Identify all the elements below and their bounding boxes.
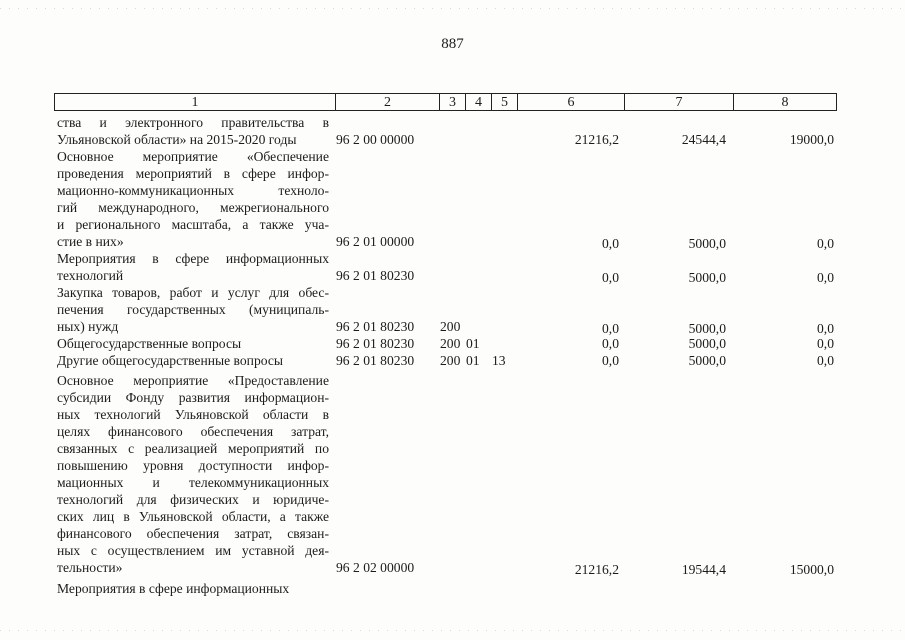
row-name bbox=[57, 250, 329, 284]
row-name bbox=[57, 580, 329, 597]
scan-artifact-top bbox=[0, 8, 905, 9]
row-value-8: 0,0 bbox=[817, 270, 834, 285]
row-value-6: 0,0 bbox=[602, 353, 619, 368]
row-name-line: и регионального масштаба, а также уча- bbox=[57, 217, 329, 232]
row-code: 96 2 00 00000 bbox=[336, 132, 415, 147]
row-name-line: технологий bbox=[57, 268, 124, 283]
row-name-line: тельности» bbox=[57, 560, 123, 575]
row-name-line: финансового обеспечения затрат, связан- bbox=[57, 526, 329, 541]
row-name-line: ства и электронного правительства в bbox=[57, 115, 329, 130]
row-name-line: ных технологий Ульяновской области в bbox=[57, 407, 329, 422]
row-value-7: 5000,0 bbox=[688, 236, 726, 251]
row-value-8: 15000,0 bbox=[789, 562, 834, 577]
row-name-line: Основное мероприятие «Обеспечение bbox=[57, 149, 329, 164]
row-name-line: мационно-коммуникационных техноло- bbox=[57, 183, 329, 198]
row-name-line: Ульяновской области» на 2015-2020 годы bbox=[57, 132, 297, 147]
row-code: 96 2 01 80230 bbox=[336, 319, 415, 334]
row-value-8: 0,0 bbox=[817, 353, 834, 368]
header-col-8: 8 bbox=[781, 95, 789, 110]
row-name bbox=[57, 372, 329, 576]
row-col-3: 200 bbox=[440, 353, 461, 368]
row-col-5: 13 bbox=[492, 353, 506, 368]
row-col-4: 01 bbox=[466, 353, 480, 368]
row-name bbox=[57, 284, 329, 335]
row-value-7: 5000,0 bbox=[688, 321, 726, 336]
row-name-line: Закупка товаров, работ и услуг для обес- bbox=[57, 285, 329, 300]
row-value-8: 0,0 bbox=[817, 321, 834, 336]
table-header bbox=[54, 93, 837, 111]
row-col-3: 200 bbox=[440, 336, 461, 351]
row-value-6: 0,0 bbox=[602, 336, 619, 351]
row-name-line: субсидии Фонду развития информацион- bbox=[57, 390, 329, 405]
row-value-6: 21216,2 bbox=[574, 132, 619, 147]
row-value-8: 0,0 bbox=[817, 336, 834, 351]
row-name bbox=[57, 352, 329, 369]
row-value-7: 5000,0 bbox=[688, 270, 726, 285]
row-value-8: 0,0 bbox=[817, 236, 834, 251]
header-col-3: 3 bbox=[440, 94, 466, 110]
row-name-line: Основное мероприятие «Предоставление bbox=[57, 373, 329, 388]
row-value-6: 21216,2 bbox=[574, 562, 619, 577]
scan-artifact-bottom bbox=[0, 630, 905, 631]
row-value-6: 0,0 bbox=[602, 321, 619, 336]
header-col-7: 7 bbox=[625, 94, 734, 110]
row-name bbox=[57, 114, 329, 148]
row-name bbox=[57, 335, 329, 352]
row-name-line: связанных с реализацией мероприятий по bbox=[57, 441, 329, 456]
row-name-line: целях финансового обеспечения затрат, bbox=[57, 424, 329, 439]
row-name-line: мационных и телекоммуникационных bbox=[57, 475, 329, 490]
row-name-line: ных) нужд bbox=[57, 319, 119, 334]
page-number: 887 bbox=[441, 36, 464, 52]
row-name-line: стие в них» bbox=[57, 234, 124, 249]
row-code: 96 2 02 00000 bbox=[336, 560, 415, 575]
row-code: 96 2 01 00000 bbox=[336, 234, 415, 249]
row-col-4: 01 bbox=[466, 336, 480, 351]
row-name-line: Общегосударственные вопросы bbox=[57, 336, 242, 351]
row-value-7: 5000,0 bbox=[688, 353, 726, 368]
header-col-2: 2 bbox=[336, 94, 440, 110]
row-name-line: гий международного, межрегионального bbox=[57, 200, 329, 215]
row-code: 96 2 01 80230 bbox=[336, 268, 415, 283]
header-col-6: 6 bbox=[518, 94, 625, 110]
row-col-3: 200 bbox=[440, 319, 461, 334]
row-code: 96 2 01 80230 bbox=[336, 353, 415, 368]
header-col-1: 1 bbox=[55, 94, 336, 110]
row-name-line: Мероприятия в сфере информационных bbox=[57, 581, 290, 596]
row-name-line: печения государственных (муниципаль- bbox=[57, 302, 329, 317]
row-name-line: проведения мероприятий в сфере инфор- bbox=[57, 166, 329, 181]
row-value-7: 5000,0 bbox=[688, 336, 726, 351]
row-value-6: 0,0 bbox=[602, 236, 619, 251]
row-value-7: 24544,4 bbox=[681, 132, 726, 147]
row-name-line: повышению уровня доступности инфор- bbox=[57, 458, 329, 473]
row-value-6: 0,0 bbox=[602, 270, 619, 285]
row-value-8: 19000,0 bbox=[789, 132, 834, 147]
row-code: 96 2 01 80230 bbox=[336, 336, 415, 351]
row-name bbox=[57, 148, 329, 250]
header-col-4: 4 bbox=[466, 94, 492, 110]
row-name-line: ских лиц в Ульяновской области, а также bbox=[57, 509, 329, 524]
row-name-line: Мероприятия в сфере информационных bbox=[57, 251, 329, 266]
row-name-line: Другие общегосударственные вопросы bbox=[57, 353, 284, 368]
header-col-5: 5 bbox=[492, 94, 518, 110]
row-value-7: 19544,4 bbox=[681, 562, 726, 577]
row-name-line: технологий для физических и юридиче- bbox=[57, 492, 329, 507]
row-name-line: ных с осуществлением им уставной дея- bbox=[57, 543, 329, 558]
